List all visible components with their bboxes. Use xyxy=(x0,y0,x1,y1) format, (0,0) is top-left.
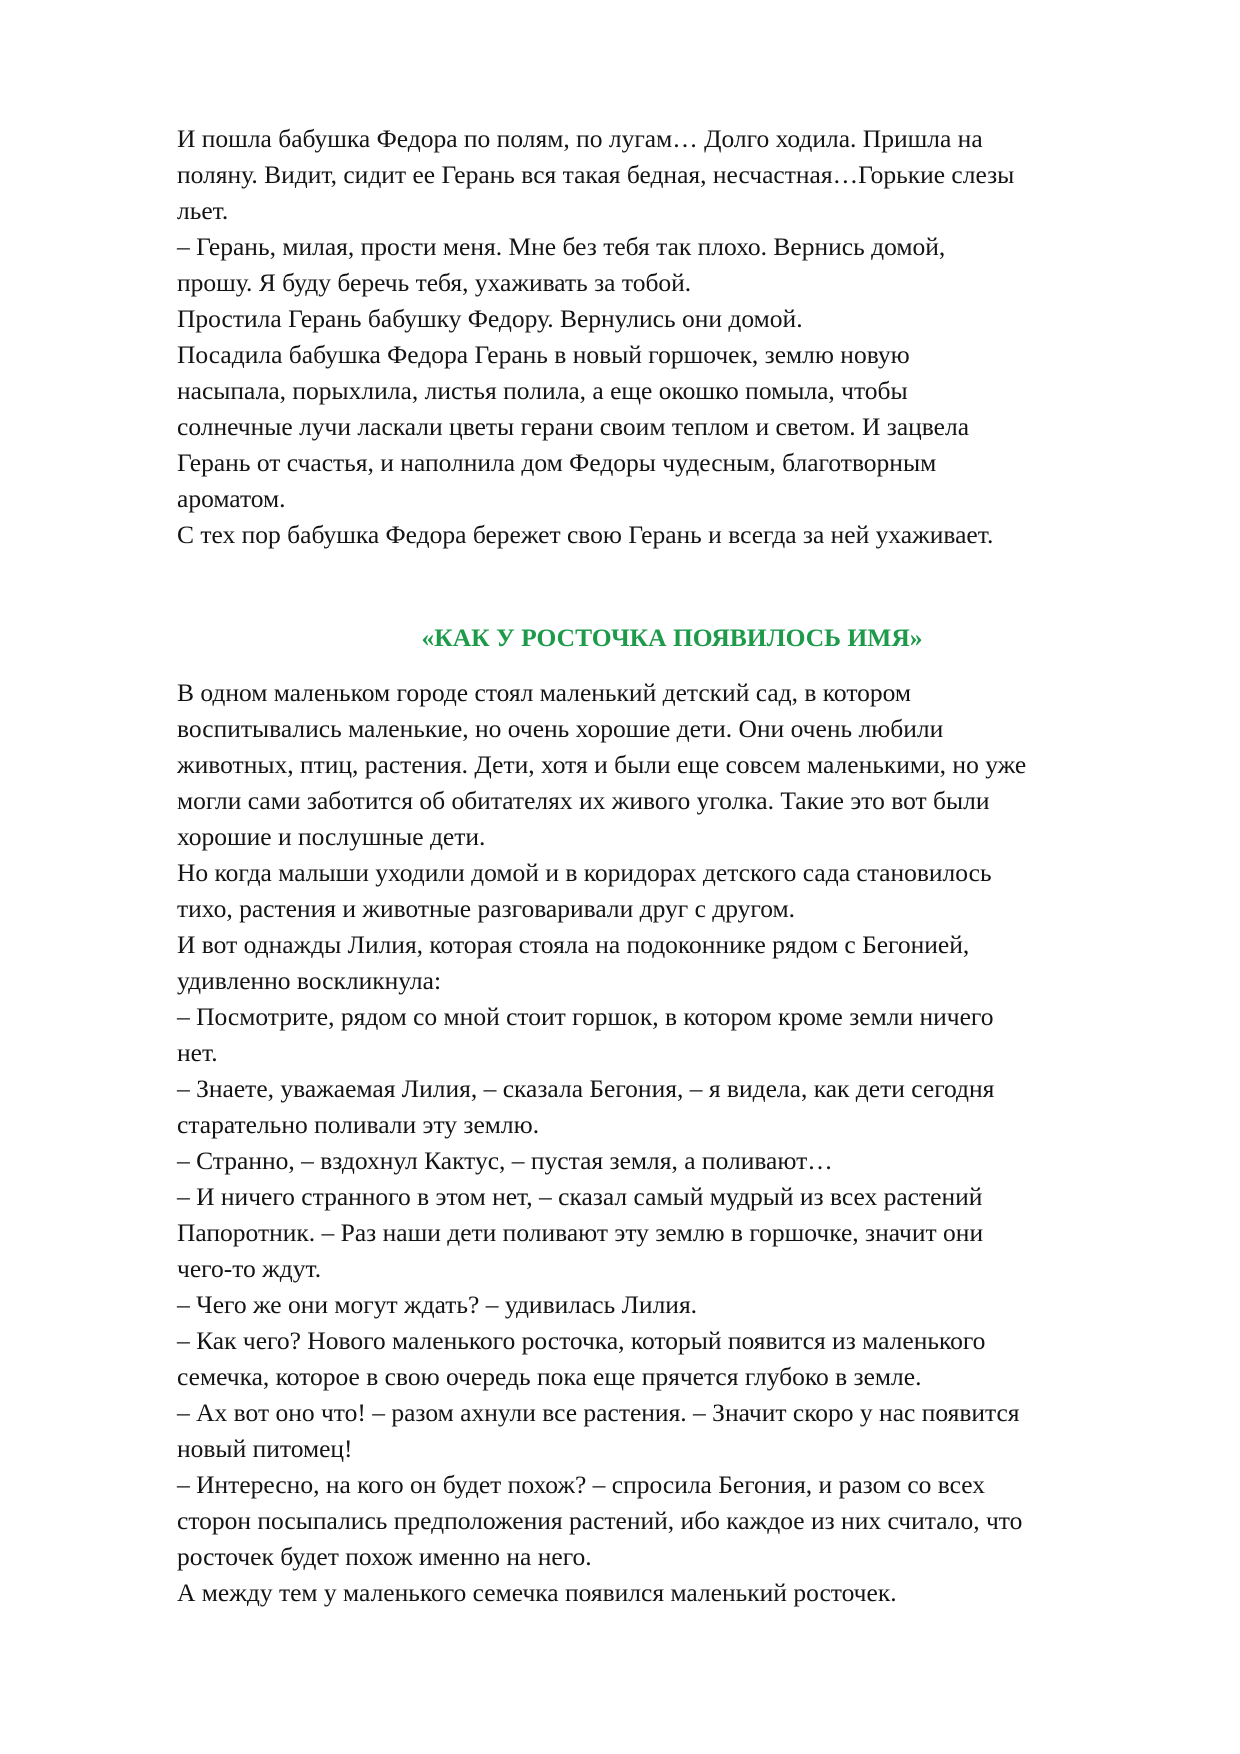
paragraph: – Как чего? Нового маленького росточка, который появится из маленького семечка, которое в свою очередь пока еще прячется глубоко в земле. xyxy=(177,1326,986,1391)
story-text-part-2 xyxy=(177,675,1167,1611)
paragraph: – Чего же они могут ждать? – удивилась Лилия. xyxy=(177,1290,698,1319)
paragraph: – Странно, – вздохнул Кактус, – пустая земля, а поливают… xyxy=(177,1146,833,1175)
story-title: «КАК У РОСТОЧКА ПОЯВИЛОСЬ ИМЯ» xyxy=(421,623,923,652)
paragraph: Простила Герань бабушку Федору. Вернулись они домой. xyxy=(177,304,803,333)
paragraph: А между тем у маленького семечка появился маленький росточек. xyxy=(177,1578,897,1607)
paragraph: И вот однажды Лилия, которая стояла на подоконнике рядом с Бегонией, удивленно воскликнула: xyxy=(177,930,970,995)
paragraph: – Посмотрите, рядом со мной стоит горшок, в котором кроме земли ничего нет. xyxy=(177,1002,994,1067)
story-text-part-1 xyxy=(177,121,1167,553)
paragraph: В одном маленьком городе стоял маленький детский сад, в котором воспитывались маленькие, но очень хорошие дети. Они очень любили животных, птиц, растения. Дети, хотя и были еще совсем маленькими, но уже могли сами заботится об обитателях их живого уголка. Такие это вот были хорошие и послушные дети. xyxy=(177,678,1027,851)
paragraph: – Интересно, на кого он будет похож? – спросила Бегония, и разом со всех сторон посыпались предположения растений, ибо каждое из них считало, что росточек будет похож именно на него. xyxy=(177,1470,1023,1571)
paragraph: И пошла бабушка Федора по полям, по лугам… Долго ходила. Пришла на поляну. Видит, сидит ее Герань вся такая бедная, несчастная…Горькие слезы льет. xyxy=(177,124,1015,225)
paragraph: – И ничего странного в этом нет, – сказал самый мудрый из всех растений Папоротник. – Раз наши дети поливают эту землю в горшочке, значит они чего-то ждут. xyxy=(177,1182,984,1283)
paragraph: Посадила бабушка Федора Герань в новый горшочек, землю новую насыпала, порыхлила, листья полила, а еще окошко помыла, чтобы солнечные лучи ласкали цветы герани своим теплом и светом. И зацвела Герань от счастья, и наполнила дом Федоры чудесным, благотворным ароматом. xyxy=(177,340,970,513)
paragraph: – Знаете, уважаемая Лилия, – сказала Бегония, – я видела, как дети сегодня старательно поливали эту землю. xyxy=(177,1074,995,1139)
paragraph: – Герань, милая, прости меня. Мне без тебя так плохо. Вернись домой, прошу. Я буду беречь тебя, ухаживать за тобой. xyxy=(177,232,946,297)
paragraph: – Ах вот оно что! – разом ахнули все растения. – Значит скоро у нас появится новый питомец! xyxy=(177,1398,1020,1463)
paragraph: С тех пор бабушка Федора бережет свою Герань и всегда за ней ухаживает. xyxy=(177,520,994,549)
paragraph: Но когда малыши уходили домой и в коридорах детского сада становилось тихо, растения и животные разговаривали друг с другом. xyxy=(177,858,992,923)
